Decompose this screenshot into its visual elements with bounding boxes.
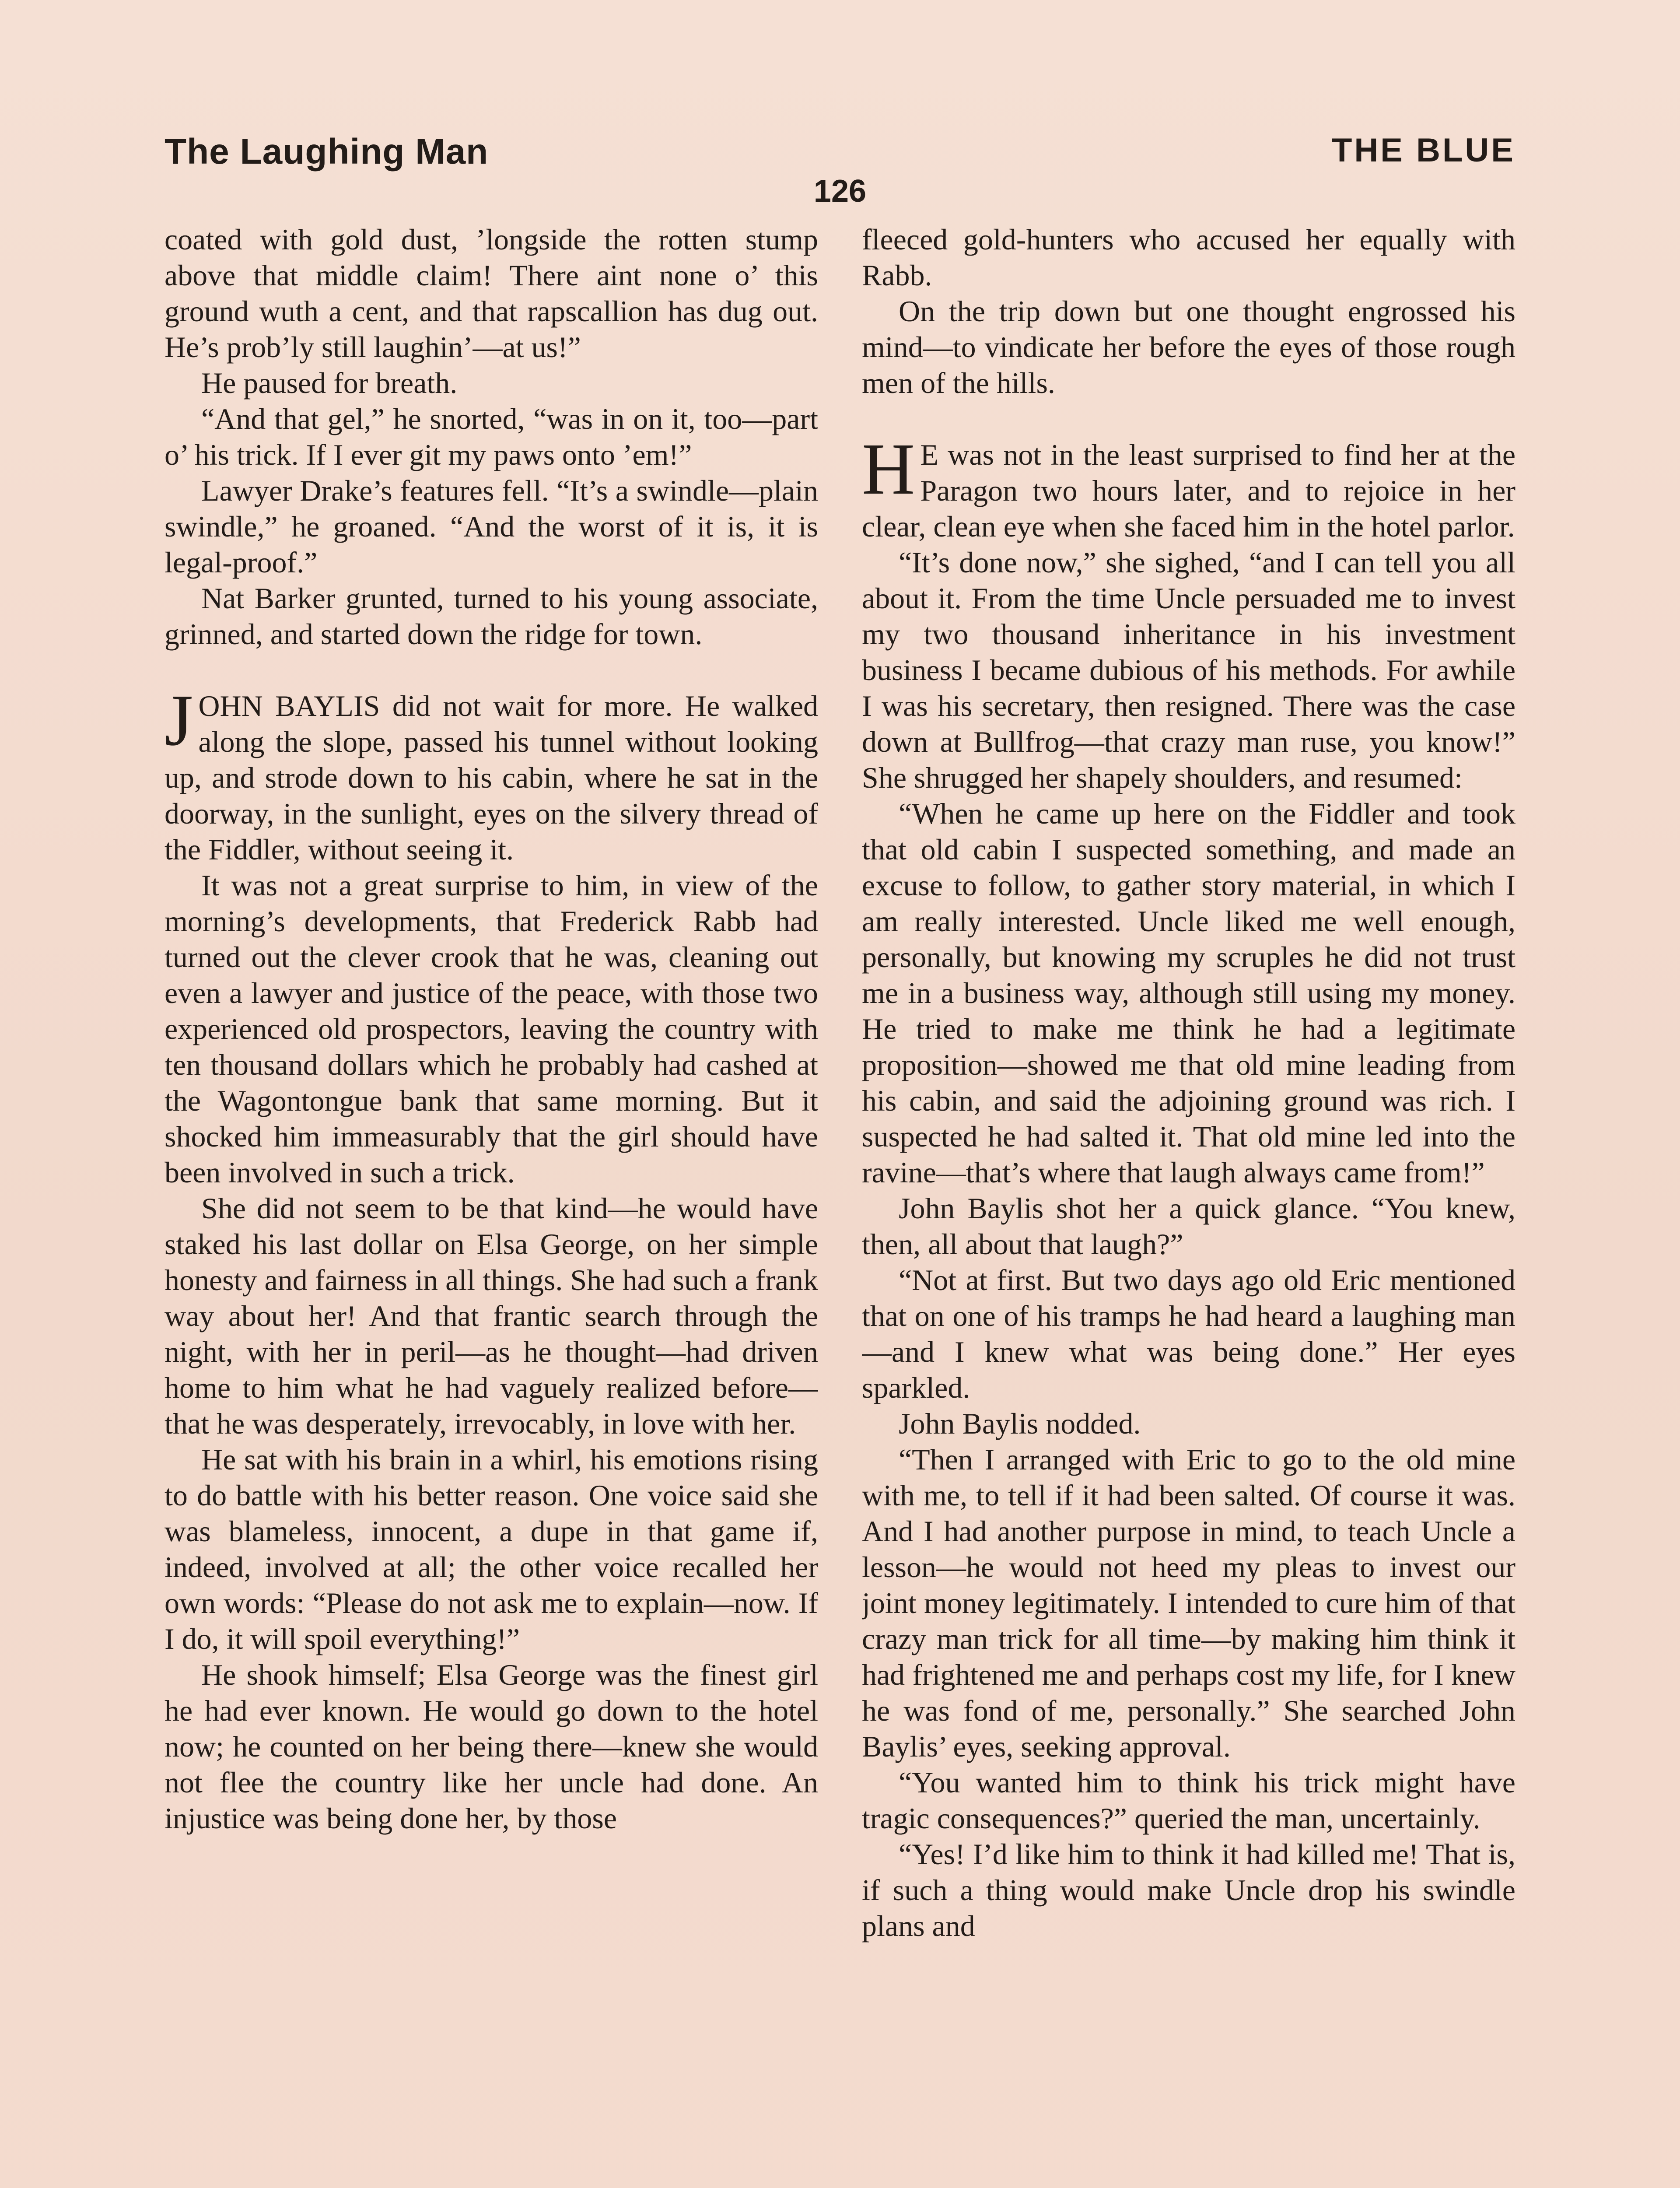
paragraph: It was not a great surprise to him, in view of the morning’s developments, that Frederick Rabb had turned out the clever crook that he was, cleaning out even a lawyer and justice of the peace, with those two experienced old prospectors, leaving the country with ten thousand dollars which he probably had cashed at the Wagontongue bank that same morning. But it shocked him immeasurably that the girl should have been involved in such a trick. bbox=[164, 869, 818, 1189]
paragraph: “You wanted him to think his trick might have tragic consequences?” queried the man, uncertainly. bbox=[862, 1766, 1516, 1835]
paragraph: He sat with his brain in a whirl, his emotions rising to do battle with his better reason. One voice said she was blameless, innocent, a dupe in that game if, indeed, involved at all; the other voice recalled her own words: “Please do not ask me to explain—now. If I do, it will spoil everything!” bbox=[164, 1443, 818, 1655]
paragraph: coated with gold dust, ’longside the rotten stump above that middle claim! There aint none o’ this ground wuth a cent, and that rapscallion has dug out. He’s prob’ly still laughin’—at us!” bbox=[164, 223, 818, 364]
page-header bbox=[164, 131, 1516, 209]
paragraph: She did not seem to be that kind—he would have staked his last dollar on Elsa George, on her simple honesty and fairness in all things. She had such a frank way about her! And that frantic search through the night, with her in peril—as he thought—had driven home to him what he had vaguely realized before—that he was desperately, irrevocably, in love with her. bbox=[164, 1192, 818, 1440]
paragraph: “Not at first. But two days ago old Eric mentioned that on one of his tramps he had heard a laughing man—and I knew what was being done.” Her eyes sparkled. bbox=[862, 1263, 1516, 1404]
page-number: 126 bbox=[813, 174, 867, 209]
section-start-paragraph: JOHN BAYLIS did not wait for more. He walked along the slope, passed his tunnel without looking up, and strode down to his cabin, where he sat in the doorway, in the sunlight, eyes on the silvery thread of the Fiddler, without seeing it. bbox=[164, 680, 818, 866]
paragraph: “It’s done now,” she sighed, “and I can tell you all about it. From the time Uncle persuaded me to invest my two thousand inheritance in his investment business I became dubious of his methods. For awhile I was his secretary, then resigned. There was the case down at Bullfrog—that crazy man ruse, you know!” She shrugged her shapely shoulders, and resumed: bbox=[862, 546, 1516, 794]
section-start-paragraph: HE was not in the least surprised to find her at the Paragon two hours later, and to rejoice in her clear, clean eye when she faced him in the hotel parlor. bbox=[862, 428, 1516, 543]
paragraph: fleeced gold-hunters who accused her equally with Rabb. bbox=[862, 223, 1516, 292]
paragraph: Lawyer Drake’s features fell. “It’s a swindle—plain swindle,” he groaned. “And the worst of it is, it is legal-proof.” bbox=[164, 474, 818, 579]
paragraph: “When he came up here on the Fiddler and took that old cabin I suspected something, and made an excuse to follow, to gather story material, in which I am really interested. Uncle liked me well enough, personally, but knowing my scruples he did not trust me in a business way, although still using my money. He tried to make me think he had a legitimate proposition—showed me that old mine leading from his cabin, and said the adjoining ground was rich. I suspected he had salted it. That old mine led into the ravine—that’s where that laugh always came from!” bbox=[862, 797, 1516, 1189]
paragraph: On the trip down but one thought engrossed his mind—to vindicate her before the eyes of those rough men of the hills. bbox=[862, 295, 1516, 400]
paragraph: John Baylis shot her a quick glance. “You knew, then, all about that laugh?” bbox=[862, 1192, 1516, 1261]
paragraph: He paused for breath. bbox=[201, 366, 458, 400]
magazine-name: THE BLUE bbox=[1332, 132, 1516, 169]
paragraph: John Baylis nodded. bbox=[899, 1407, 1141, 1440]
paragraph: He shook himself; Elsa George was the finest girl he had ever known. He would go down to the hotel now; he counted on her being there—knew she would not flee the country like her uncle had done. An injustice was being done her, by those bbox=[164, 1658, 818, 1835]
running-title: The Laughing Man bbox=[164, 132, 489, 172]
paragraph: “And that gel,” he snorted, “was in on it, too—part o’ his trick. If I ever git my paws onto ’em!” bbox=[164, 402, 818, 471]
paragraph: “Yes! I’d like him to think it had killed me! That is, if such a thing would make Uncle drop his swindle plans and bbox=[862, 1837, 1516, 1943]
right-text-column bbox=[862, 221, 1516, 2188]
left-text-column bbox=[164, 221, 818, 2188]
paragraph: Nat Barker grunted, turned to his young associate, grinned, and started down the ridge for town. bbox=[164, 582, 818, 651]
paragraph: “Then I arranged with Eric to go to the old mine with me, to tell if it had been salted. Of course it was. And I had another purpose in mind, to teach Uncle a lesson—he would not heed my pleas to invest our joint money legitimately. I intended to cure him of that crazy man trick for all time—by making him think it had frightened me and perhaps cost my life, for I knew he was fond of me, personally.” She searched John Baylis’ eyes, seeking approval. bbox=[862, 1443, 1516, 1763]
